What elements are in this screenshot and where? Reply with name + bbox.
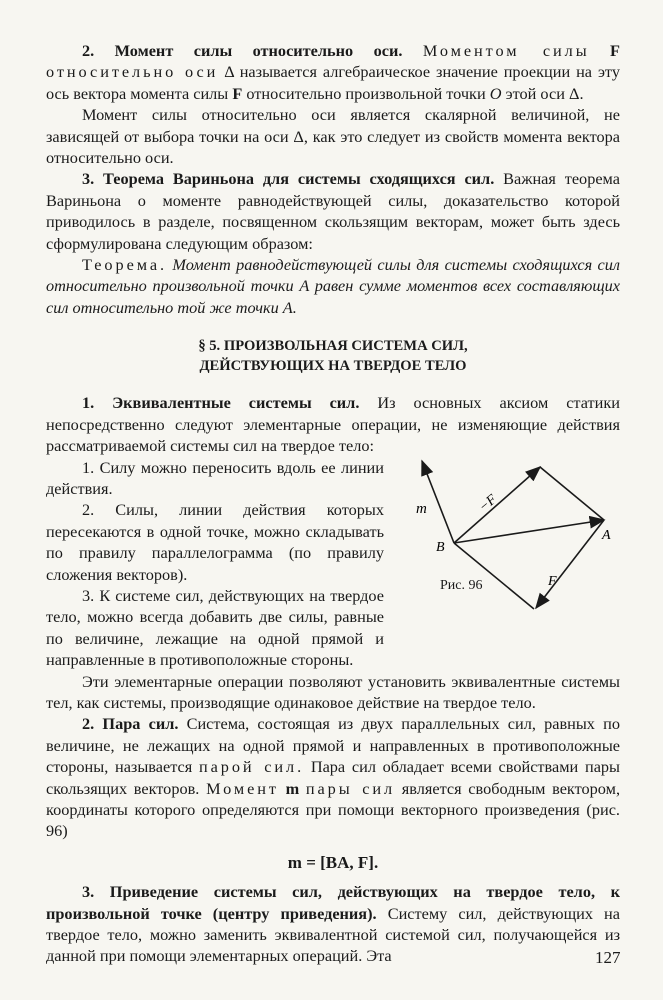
reduce-title: 3. Приведение системы сил, действующих на твердое тело, к произвольной точке (центру приведения). (46, 882, 620, 923)
sec2-text-e: этой оси Δ. (505, 83, 584, 103)
figure-caption: Рис. 96 (440, 578, 483, 593)
eq-intro: Из основных аксиом статики непосредственно следуют элементарные операции, не изменяющие действия рассматриваемой системы сил на твердое тело: (46, 393, 620, 456)
op-item-3: 3. К системе сил, действующих на твердое тело, можно всегда добавить две силы, равные по величине, лежащие на одной прямой и направленные в противоположные стороны. (46, 585, 384, 670)
theorem-text: Момент равнодействующей силы для системы сходящихся сил относительно произвольной точки A равен сумме моментов всех составляющих сил относительно той же точки A. (46, 255, 620, 317)
label-B: B (436, 539, 445, 555)
page-number: 127 (595, 948, 621, 967)
label-A: A (602, 527, 611, 543)
eq-after-paragraph: Эти элементарные операции позволяют установить эквивалентные системы тел, как системы, производящие одинаковое действие на твердое тело. (46, 671, 620, 712)
sec3-paragraph (46, 168, 620, 254)
eq-title: 1. Эквивалентные системы сил. (82, 393, 360, 413)
sec2-text-b: относительно оси (46, 62, 219, 82)
symbol-F: F (610, 41, 620, 60)
pair-paragraph (46, 713, 620, 841)
formula-moment: m = [BA, F]. (287, 852, 379, 872)
label-m: m (416, 500, 427, 517)
symbol-O: O (489, 83, 502, 103)
sec3-title: 3. Теорема Вариньона для системы сходящихся сил. (82, 169, 495, 189)
label-minus-F: −F (476, 491, 500, 515)
reduce-paragraph (46, 881, 620, 967)
theorem-label: Теорема. (82, 255, 168, 275)
sec2-text-c: Δ называется алгебраическое значение проекции на эту ось вектора момента силы (46, 62, 620, 103)
pair-text-3: является свободным вектором, координаты которого определяются при помощи векторного произведения (рис. 96) (46, 778, 621, 841)
ops-with-figure (46, 457, 620, 671)
symbol-F-2: F (232, 83, 243, 103)
edge-top (540, 467, 604, 520)
page-body (46, 40, 620, 967)
label-F: F (548, 573, 557, 589)
ops-list (46, 457, 384, 671)
op-item-1: 1. Силу можно переносить вдоль ее линии действия. (46, 457, 384, 498)
section-heading-line2: ДЕЙСТВУЮЩИХ НА ТВЕРДОЕ ТЕЛО (199, 358, 467, 375)
sec2-text-a: Моментом силы (422, 41, 590, 60)
pair-term: парой сил. (198, 757, 305, 777)
pair-title: 2. Пара сил. (82, 714, 179, 734)
symbol-m: m (285, 778, 300, 798)
eq-paragraph (46, 392, 620, 456)
pair-text-1: Система, состоящая из двух параллельных сил, равных по величине, не лежащих на одной прямой и направленных в противоположные стороны, называется (46, 714, 620, 777)
moment-word: Момент (206, 778, 279, 798)
section-heading (46, 336, 620, 376)
vector-F (536, 520, 604, 608)
sec2-title: 2. Момент силы относительно оси. (82, 41, 403, 60)
reduce-text: Систему сил, действующих на твердое тело, можно заменить эквивалентной системой сил, получающейся из данной при помощи элементарных операций. Эта (46, 903, 620, 966)
sec2-text-d: относительно произвольной точки (246, 83, 486, 103)
sec2-paragraph-2: Момент силы относительно оси является скалярной величиной, не зависящей от выбора точки на оси Δ, как это следует из свойств момента вектора относительно оси. (46, 105, 620, 168)
op-item-2: 2. Силы, линии действия которых пересекаются в одной точке, можно складывать по правилу параллелограмма (по правилу сложения векторов). (46, 500, 384, 584)
pair-text-2: Пара сил обладает всеми свойствами пары скользящих векторов. (46, 757, 620, 798)
sec3-text: Важная теорема Вариньона о моменте равнодействующей силы, доказательство которой приводилось в разделе, посвященном скользящим векторам, может быть здесь сформулирована следующим образом: (46, 169, 620, 253)
pair-word: пары сил (305, 778, 396, 798)
theorem-paragraph (46, 254, 620, 318)
edge-bottom (454, 543, 534, 609)
sec2-paragraph (46, 40, 620, 104)
section-heading-line1: § 5. ПРОИЗВОЛЬНАЯ СИСТЕМА СИЛ, (198, 338, 468, 355)
figure-96 (408, 457, 620, 647)
